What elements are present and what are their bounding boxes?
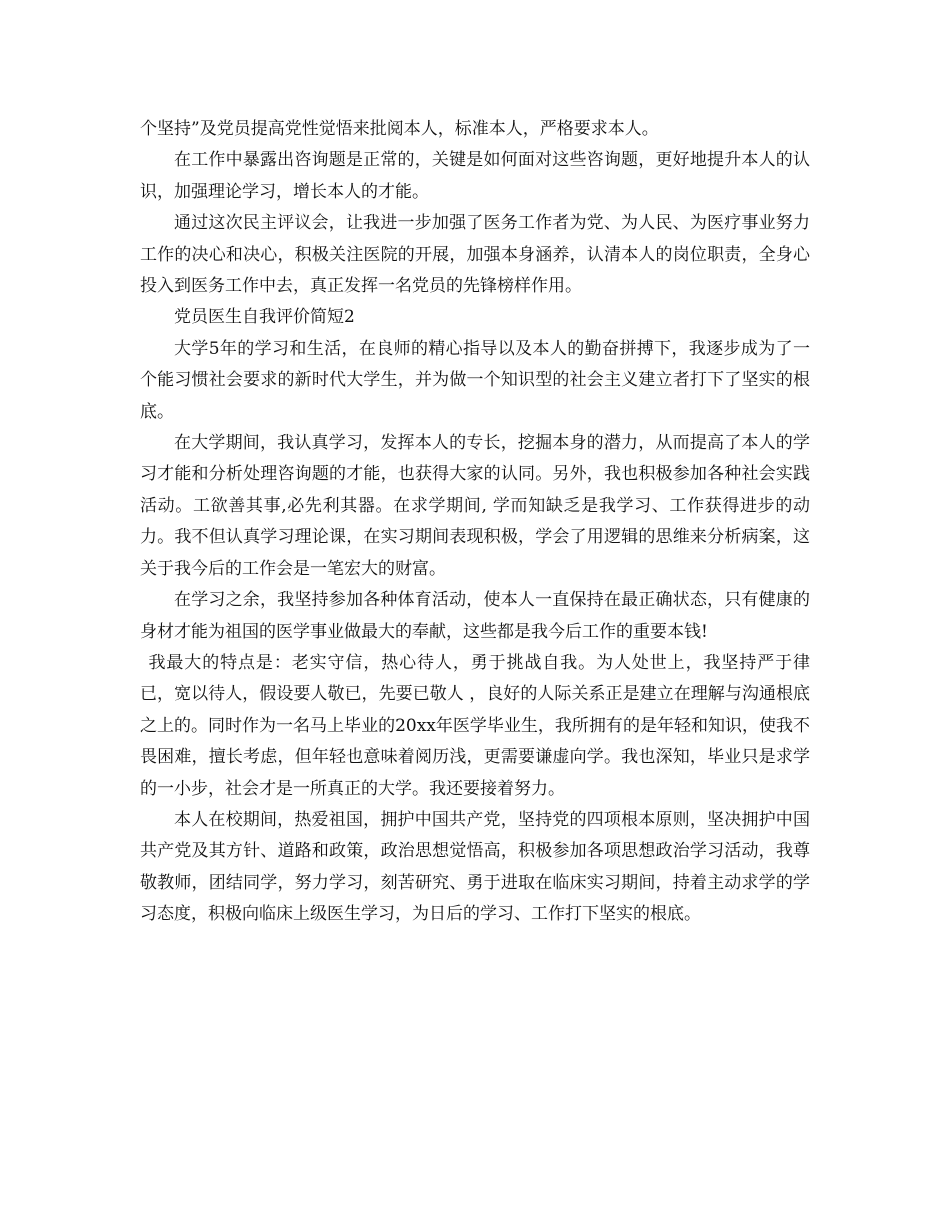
paragraph: 本人在校期间，热爱祖国，拥护中国共产党，坚持党的四项根本原则，坚决拥护中国共产党及其方针、道路和政策，政治思想觉悟高，积极参加各项思想政治学习活动，我尊敬教师，团结同学，努力学习，刻苦研究、勇于进取在临床实习期间，持着主动求学的学习态度，积极向临床上级医生学习，为日后的学习、工作打下坚实的根底。: [140, 809, 810, 925]
document-body: [140, 114, 810, 931]
paragraph: 在学习之余，我坚持参加各种体育活动，使本人一直保持在最正确状态，只有健康的身材才能为祖国的医学事业做最大的奉献，这些都是我今后工作的重要本钱!: [140, 590, 810, 642]
paragraph: 通过这次民主评议会，让我进一步加强了医务工作者为党、为人民、为医疗事业努力工作的决心和决心，积极关注医院的开展，加强本身涵养，认清本人的岗位职责，全身心投入到医务工作中去，真正发挥一名党员的先锋榜样作用。: [140, 213, 810, 297]
paragraph: 我最大的特点是：老实守信，热心待人，勇于挑战自我。为人处世上，我坚持严于律已，宽以待人，假设要人敬已，先要已敬人 ，良好的人际关系正是建立在理解与沟通根底之上的。同时作为一名马上毕业的20xx年医学毕业生，我所拥有的是年轻和知识，使我不畏困难，擅长考虑，但年轻也意味着阅历浅，更需要谦虚向学。我也深知，毕业只是求学的一小步，社会才是一所真正的大学。我还要接着努力。: [140, 652, 810, 799]
paragraph: 在大学期间，我认真学习，发挥本人的专长，挖掘本身的潜力，从而提高了本人的学习才能和分析处理咨询题的才能，也获得大家的认同。另外，我也积极参加各种社会实践活动。工欲善其事,必先利其器。在求学期间, 学而知缺乏是我学习、工作获得进步的动力。我不但认真学习理论课，在实习期间表现积极，学会了用逻辑的思维来分析病案，这关于我今后的工作会是一笔宏大的财富。: [140, 433, 810, 579]
paragraph-continuation: 个坚持”及党员提高党性觉悟来批阅本人，标准本人，严格要求本人。: [140, 119, 659, 139]
section-heading: 党员医生自我评价简短2: [174, 307, 355, 328]
paragraph: 大学5年的学习和生活，在良师的精心指导以及本人的勤奋拼搏下，我逐步成为了一个能习惯社会要求的新时代大学生，并为做一个知识型的社会主义建立者打下了坚实的根底。: [140, 338, 810, 422]
paragraph: 在工作中暴露出咨询题是正常的，关键是如何面对这些咨询题，更好地提升本人的认识，加强理论学习，增长本人的才能。: [140, 150, 810, 202]
